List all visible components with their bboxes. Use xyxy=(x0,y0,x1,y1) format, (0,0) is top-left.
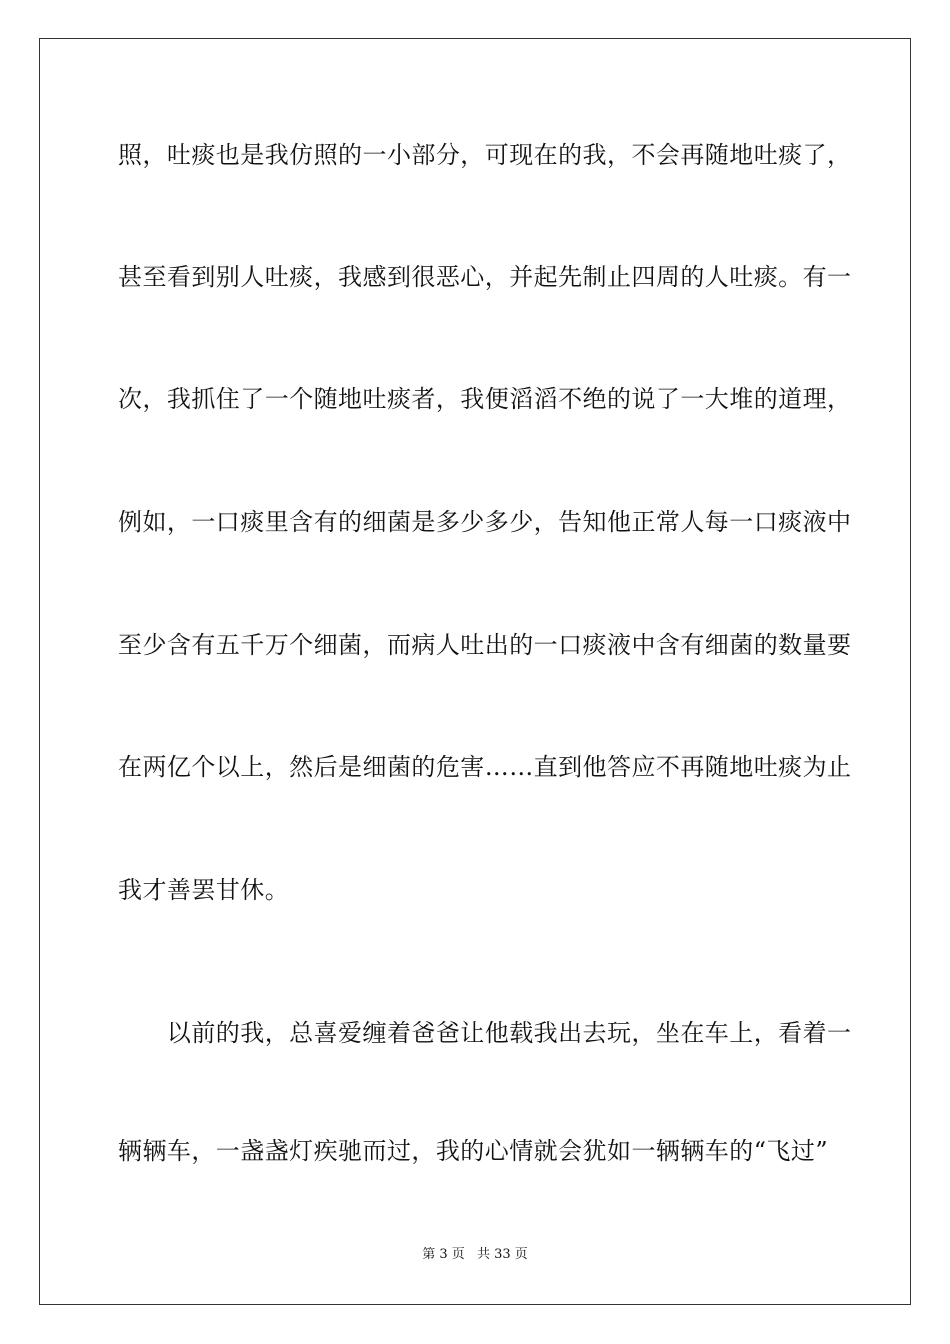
body-line-1: 照，吐痰也是我仿照的一小部分，可现在的我，不会再随地吐痰了， xyxy=(118,141,852,169)
body-line-9: 辆辆车，一盏盏灯疾驰而过，我的心情就会犹如一辆辆车的“飞过” xyxy=(118,1137,829,1165)
body-line-3: 次，我抓住了一个随地吐痰者，我便滔滔不绝的说了一大堆的道理， xyxy=(118,385,852,413)
page-total: 共 33 页 xyxy=(476,1247,528,1262)
page-number: 第 3 页 xyxy=(422,1247,465,1262)
body-line-2: 甚至看到别人吐痰，我感到很恶心，并起先制止四周的人吐痰。有一 xyxy=(118,263,852,291)
body-line-8: 以前的我，总喜爱缠着爸爸让他载我出去玩，坐在车上，看着一 xyxy=(118,1019,852,1047)
body-line-5: 至少含有五千万个细菌，而病人吐出的一口痰液中含有细菌的数量要 xyxy=(118,631,852,659)
body-line-6: 在两亿个以上，然后是细菌的危害……直到他答应不再随地吐痰为止 xyxy=(118,753,852,781)
body-line-4: 例如，一口痰里含有的细菌是多少多少，告知他正常人每一口痰液中 xyxy=(118,508,852,536)
page-border xyxy=(39,38,911,1305)
page-footer xyxy=(0,1246,950,1264)
body-line-7: 我才善罢甘休。 xyxy=(118,876,290,904)
